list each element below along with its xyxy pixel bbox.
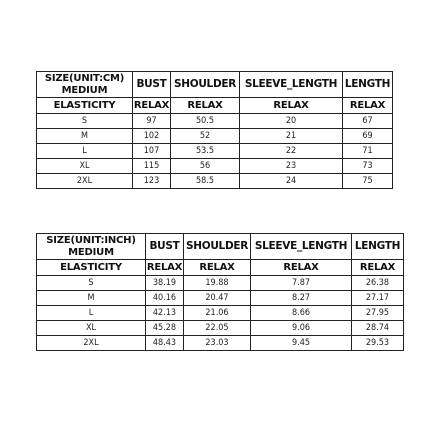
sleeve-cell: 8.27 (251, 291, 352, 306)
size-unit-label-inch (37, 234, 146, 260)
bust-cell: 48.43 (146, 336, 184, 351)
length-cell: 28.74 (352, 321, 404, 336)
bust-cell: 115 (133, 159, 171, 174)
relax-bust-inch: RELAX (146, 260, 184, 276)
sleeve-cell: 9.06 (251, 321, 352, 336)
size-cell: M (37, 129, 133, 144)
medium-label-cm: MEDIUM (61, 84, 108, 96)
elasticity-label-inch: ELASTICITY (37, 260, 146, 276)
header-sleeve-length-inch: SLEEVE_LENGTH (251, 234, 352, 260)
elasticity-label-cm: ELASTICITY (37, 98, 133, 114)
size-cell: S (37, 114, 133, 129)
bust-cell: 102 (133, 129, 171, 144)
sleeve-cell: 20 (240, 114, 343, 129)
relax-sleeve-inch: RELAX (251, 260, 352, 276)
table-row (37, 276, 404, 291)
size-unit-title-inch: SIZE(UNIT:INCH) (46, 235, 136, 246)
bust-cell: 123 (133, 174, 171, 189)
bust-cell: 38.19 (146, 276, 184, 291)
table-row (37, 114, 394, 129)
sleeve-cell: 8.66 (251, 306, 352, 321)
table-row (37, 306, 404, 321)
relax-bust-cm: RELAX (133, 98, 171, 114)
table-row (37, 129, 394, 144)
shoulder-cell: 19.88 (184, 276, 251, 291)
size-unit-title-cm: SIZE(UNIT:CM) (44, 73, 125, 84)
shoulder-cell: 21.06 (184, 306, 251, 321)
header-sleeve-length-cm: SLEEVE_LENGTH (240, 72, 343, 98)
length-cell: 75 (343, 174, 393, 189)
sleeve-cell: 7.87 (251, 276, 352, 291)
size-cell: 2XL (37, 336, 146, 351)
length-cell: 27.95 (352, 306, 404, 321)
sleeve-cell: 24 (240, 174, 343, 189)
header-length-cm: LENGTH (343, 72, 393, 98)
size-unit-label-cm (37, 72, 133, 98)
sleeve-cell: 9.45 (251, 336, 352, 351)
length-cell: 69 (343, 129, 393, 144)
header-bust-cm: BUST (133, 72, 171, 98)
header-shoulder-cm: SHOULDER (171, 72, 240, 98)
relax-length-cm: RELAX (343, 98, 393, 114)
table-row (37, 321, 404, 336)
table-row (37, 291, 404, 306)
header-bust-inch: BUST (146, 234, 184, 260)
shoulder-cell: 58.5 (171, 174, 240, 189)
sleeve-cell: 22 (240, 144, 343, 159)
relax-shoulder-cm: RELAX (171, 98, 240, 114)
bust-cell: 45.28 (146, 321, 184, 336)
shoulder-cell: 56 (171, 159, 240, 174)
relax-shoulder-inch: RELAX (184, 260, 251, 276)
header-length-inch: LENGTH (352, 234, 404, 260)
shoulder-cell: 52 (171, 129, 240, 144)
shoulder-cell: 23.03 (184, 336, 251, 351)
size-cell: XL (37, 321, 146, 336)
bust-cell: 107 (133, 144, 171, 159)
size-cell: XL (37, 159, 133, 174)
size-cell: 2XL (37, 174, 133, 189)
length-cell: 73 (343, 159, 393, 174)
length-cell: 67 (343, 114, 393, 129)
bust-cell: 97 (133, 114, 171, 129)
relax-sleeve-cm: RELAX (240, 98, 343, 114)
sleeve-cell: 23 (240, 159, 343, 174)
size-chart-cm-table (36, 71, 394, 189)
table-row (37, 159, 394, 174)
length-cell: 71 (343, 144, 393, 159)
size-chart-inch-table (36, 233, 404, 351)
relax-length-inch: RELAX (352, 260, 404, 276)
size-cell: L (37, 144, 133, 159)
header-shoulder-inch: SHOULDER (184, 234, 251, 260)
table-row (37, 336, 404, 351)
table-row (37, 144, 394, 159)
table-row (37, 174, 394, 189)
shoulder-cell: 22.05 (184, 321, 251, 336)
medium-label-inch: MEDIUM (68, 246, 114, 258)
bust-cell: 40.16 (146, 291, 184, 306)
shoulder-cell: 20.47 (184, 291, 251, 306)
size-cell: S (37, 276, 146, 291)
length-cell: 27.17 (352, 291, 404, 306)
size-cell: L (37, 306, 146, 321)
shoulder-cell: 50.5 (171, 114, 240, 129)
length-cell: 26.38 (352, 276, 404, 291)
shoulder-cell: 53.5 (171, 144, 240, 159)
sleeve-cell: 21 (240, 129, 343, 144)
size-cell: M (37, 291, 146, 306)
bust-cell: 42.13 (146, 306, 184, 321)
length-cell: 29.53 (352, 336, 404, 351)
